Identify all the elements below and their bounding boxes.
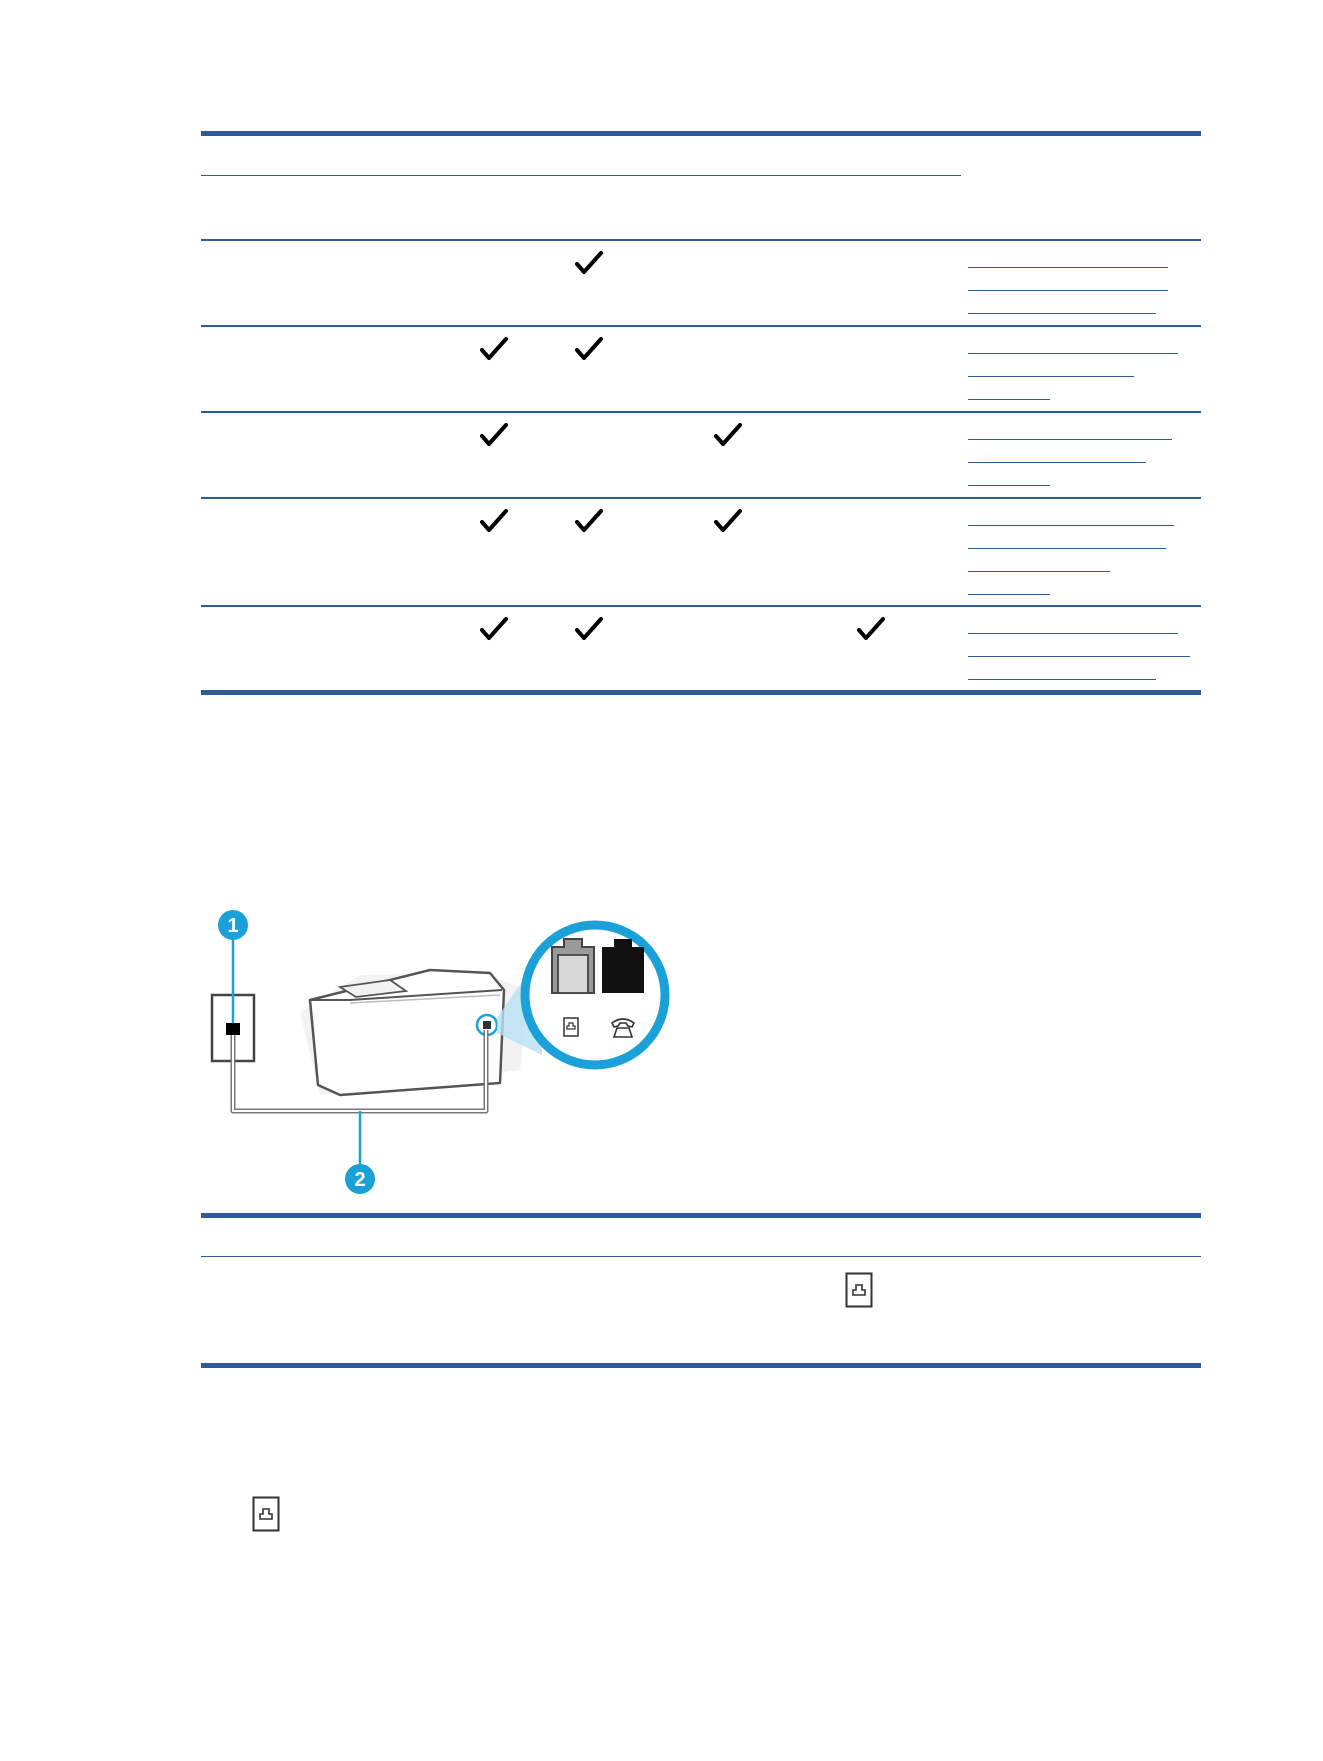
row5-link-underline-1: [968, 633, 1178, 634]
check-mark-icon: [479, 336, 509, 362]
row1-link-underline-2: [968, 290, 1168, 291]
check-mark-icon: [574, 250, 604, 276]
row4-link-underline-3: [968, 571, 1110, 572]
table2-bottom-rule: [201, 1363, 1201, 1368]
check-mark-icon: [856, 616, 886, 642]
table1-row-divider: [201, 605, 1201, 607]
check-mark-icon: [574, 508, 604, 534]
svg-text:2: 2: [354, 1169, 366, 1191]
check-mark-icon: [574, 336, 604, 362]
check-mark-icon: [713, 422, 743, 448]
row2-link-underline-2: [968, 376, 1134, 377]
check-mark-icon: [479, 508, 509, 534]
check-mark-icon: [713, 508, 743, 534]
fax-setup-diagram: [190, 895, 750, 1205]
port-zoom-callout: [525, 925, 665, 1065]
row5-link-underline-2: [968, 656, 1190, 657]
row3-link-underline-1: [968, 439, 1172, 440]
row3-link-underline-3: [968, 485, 1050, 486]
table1-row-divider: [201, 325, 1201, 327]
printer-illustration: [300, 970, 530, 1095]
table2-top-rule: [201, 1213, 1201, 1218]
svg-text:1: 1: [227, 915, 239, 937]
table1-top-rule: [201, 131, 1201, 136]
row1-link-underline-3: [968, 313, 1156, 314]
row3-link-underline-2: [968, 462, 1146, 463]
row2-link-underline-1: [968, 353, 1178, 354]
table2-header-divider: [201, 1256, 1201, 1257]
phone-line-port-icon: [564, 1018, 578, 1036]
check-mark-icon: [479, 422, 509, 448]
row1-link-underline-1: [968, 267, 1168, 268]
table1-row-divider: [201, 497, 1201, 499]
row5-link-underline-3: [968, 679, 1156, 680]
table1-header-link-underline: [201, 175, 961, 176]
row2-link-underline-3: [968, 399, 1050, 400]
check-mark-icon: [479, 616, 509, 642]
row4-link-underline-2: [968, 548, 1166, 549]
row4-link-underline-4: [968, 594, 1050, 595]
phone-line-port-icon: [252, 1496, 280, 1532]
table1-header-divider: [201, 239, 1201, 241]
phone-line-port-icon: [845, 1272, 873, 1308]
row4-link-underline-1: [968, 525, 1174, 526]
table1-row-divider: [201, 411, 1201, 413]
check-mark-icon: [574, 616, 604, 642]
table1-bottom-rule: [201, 690, 1201, 695]
